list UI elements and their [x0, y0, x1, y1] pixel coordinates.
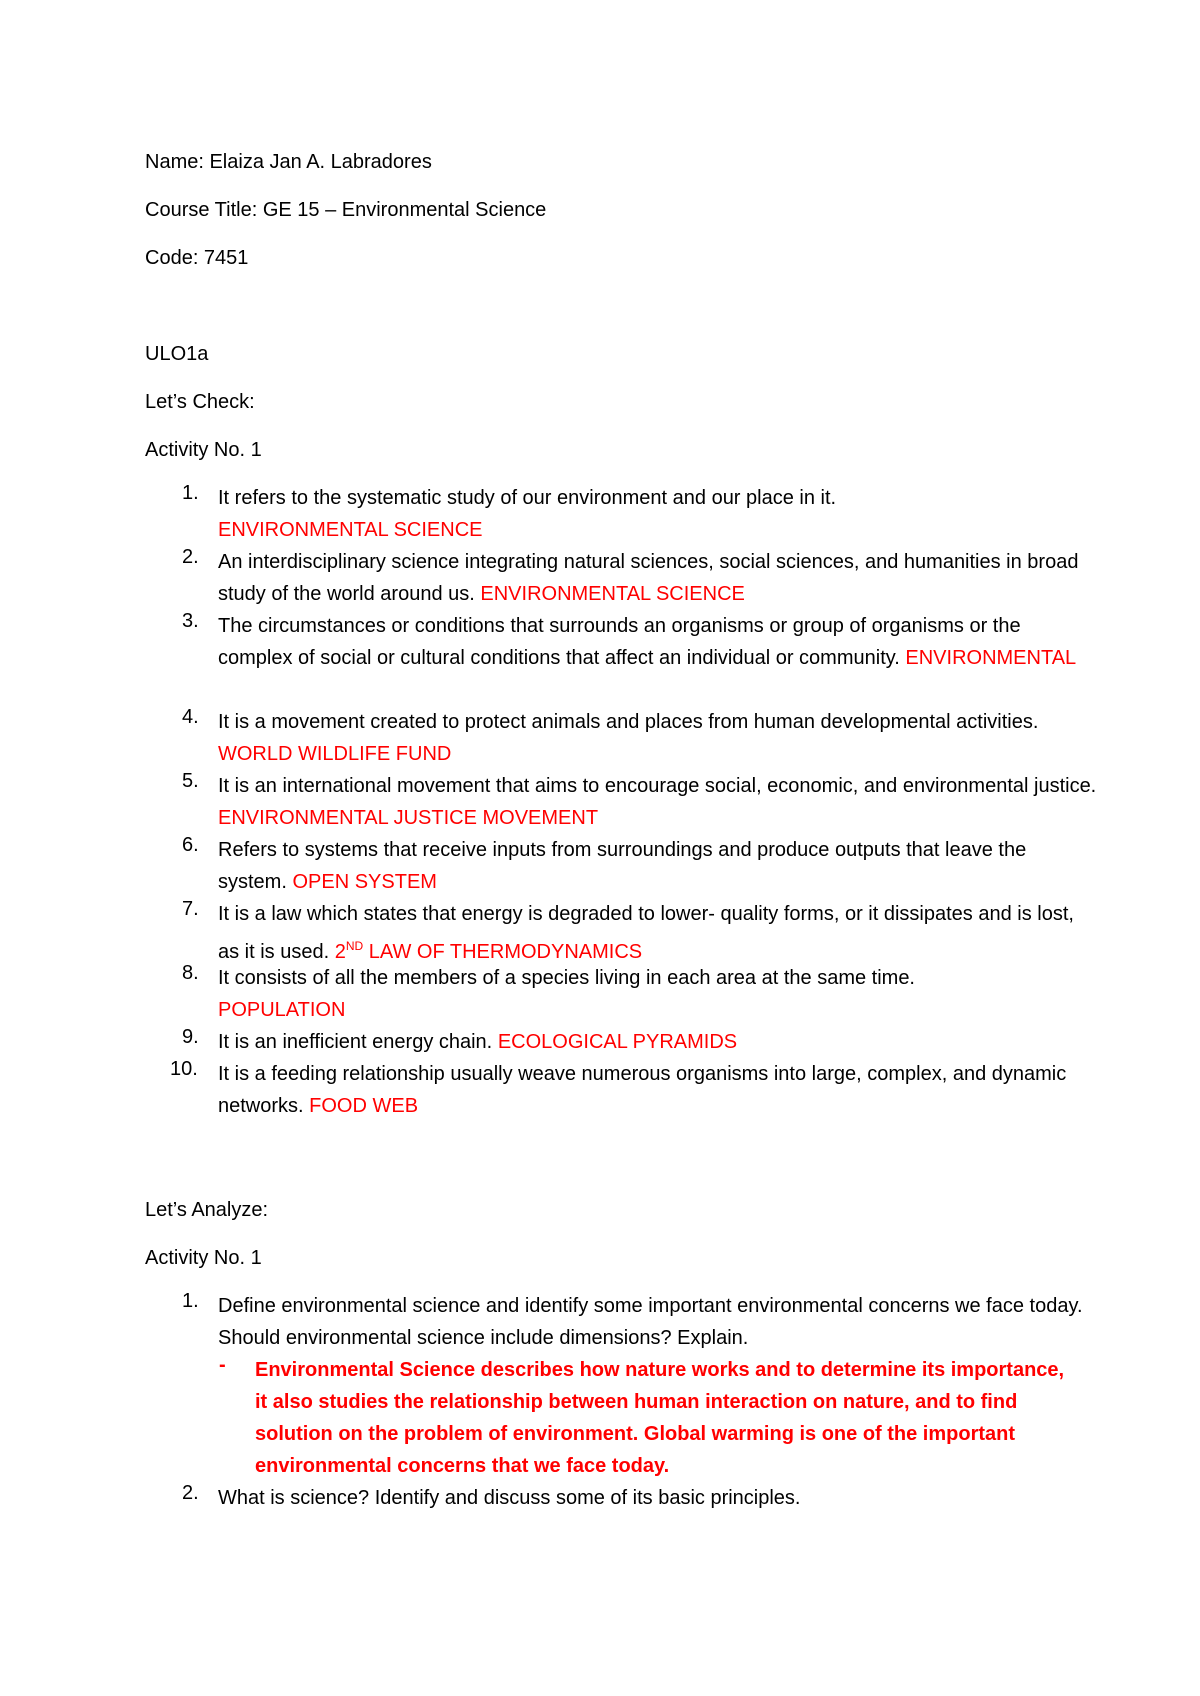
student-name: Name: Elaiza Jan A. Labradores	[145, 151, 432, 173]
question-text: It refers to the systematic study of our environment and our place in it.	[218, 487, 837, 509]
answer-text: ENVIRONMENTAL SCIENCE	[218, 519, 483, 541]
question-text: It is a movement created to protect animals and places from human developmental activities.	[218, 711, 1039, 733]
answer-text: ECOLOGICAL PYRAMIDS	[497, 1031, 738, 1053]
question-text: Refers to systems that receive inputs from surroundings and produce outputs that leave the system.	[218, 839, 1027, 893]
answer-ordinal: 2	[334, 941, 346, 963]
check-activity: Activity No. 1	[145, 439, 262, 461]
answer-text: FOOD WEB	[309, 1095, 419, 1117]
answer-text: Environmental Science describes how nature works and to determine its importance, it also studies the relationship between human interaction on nature, and to find solution on the problem of environment. Global warming is one of the important environmental concerns that we face today.	[255, 1359, 1065, 1477]
check-heading: Let’s Check:	[145, 391, 255, 413]
item-number: 1.	[182, 482, 199, 504]
analyze-activity: Activity No. 1	[145, 1247, 262, 1269]
item-number: 2.	[182, 1482, 199, 1504]
question-text: It is a law which states that energy is degraded to lower- quality forms, or it dissipates and is lost, as it is used.	[218, 903, 1074, 963]
question-text: Define environmental science and identify some important environmental concerns we face today. Should environmental science include dimensions? Explain.	[218, 1295, 1083, 1349]
question-text: It consists of all the members of a species living in each area at the same time.	[218, 967, 915, 989]
question-text: It is a feeding relationship usually weave numerous organisms into large, complex, and dynamic networks.	[218, 1063, 1067, 1117]
question-text: It is an international movement that aims to encourage social, economic, and environmental justice.	[218, 775, 1097, 797]
question-text: An interdisciplinary science integrating natural sciences, social sciences, and humanities in broad study of the world around us.	[218, 551, 1079, 605]
item-number: 1.	[182, 1290, 199, 1312]
item-number: 5.	[182, 770, 199, 792]
course-title: Course Title: GE 15 – Environmental Science	[145, 199, 547, 221]
item-number: 8.	[182, 962, 199, 984]
item-number: 6.	[182, 834, 199, 856]
item-number: 4.	[182, 706, 199, 728]
item-number: 10.	[170, 1058, 198, 1080]
course-code: Code: 7451	[145, 247, 249, 269]
question-text: The circumstances or conditions that surrounds an organisms or group of organisms or the complex of social or cultural conditions that affect an individual or community.	[218, 615, 1021, 669]
answer-text: POPULATION	[218, 999, 346, 1021]
answer-text: ENVIRONMENTAL	[905, 647, 1077, 669]
answer-text: ENVIRONMENTAL SCIENCE	[480, 583, 745, 605]
answer-text: OPEN SYSTEM	[292, 871, 437, 893]
answer-bullet: -	[219, 1354, 226, 1376]
answer-text: WORLD WILDLIFE FUND	[218, 743, 452, 765]
item-number: 7.	[182, 898, 199, 920]
answer-text: LAW OF THERMODYNAMICS	[368, 941, 643, 963]
item-number: 9.	[182, 1026, 199, 1048]
analyze-heading: Let’s Analyze:	[145, 1199, 269, 1221]
question-text: It is an inefficient energy chain.	[218, 1031, 493, 1053]
answer-superscript: ND	[345, 939, 364, 953]
answer-text: ENVIRONMENTAL JUSTICE MOVEMENT	[218, 807, 599, 829]
question-text: What is science? Identify and discuss some of its basic principles.	[218, 1487, 801, 1509]
item-number: 2.	[182, 546, 199, 568]
item-number: 3.	[182, 610, 199, 632]
ulo-label: ULO1a	[145, 343, 209, 365]
